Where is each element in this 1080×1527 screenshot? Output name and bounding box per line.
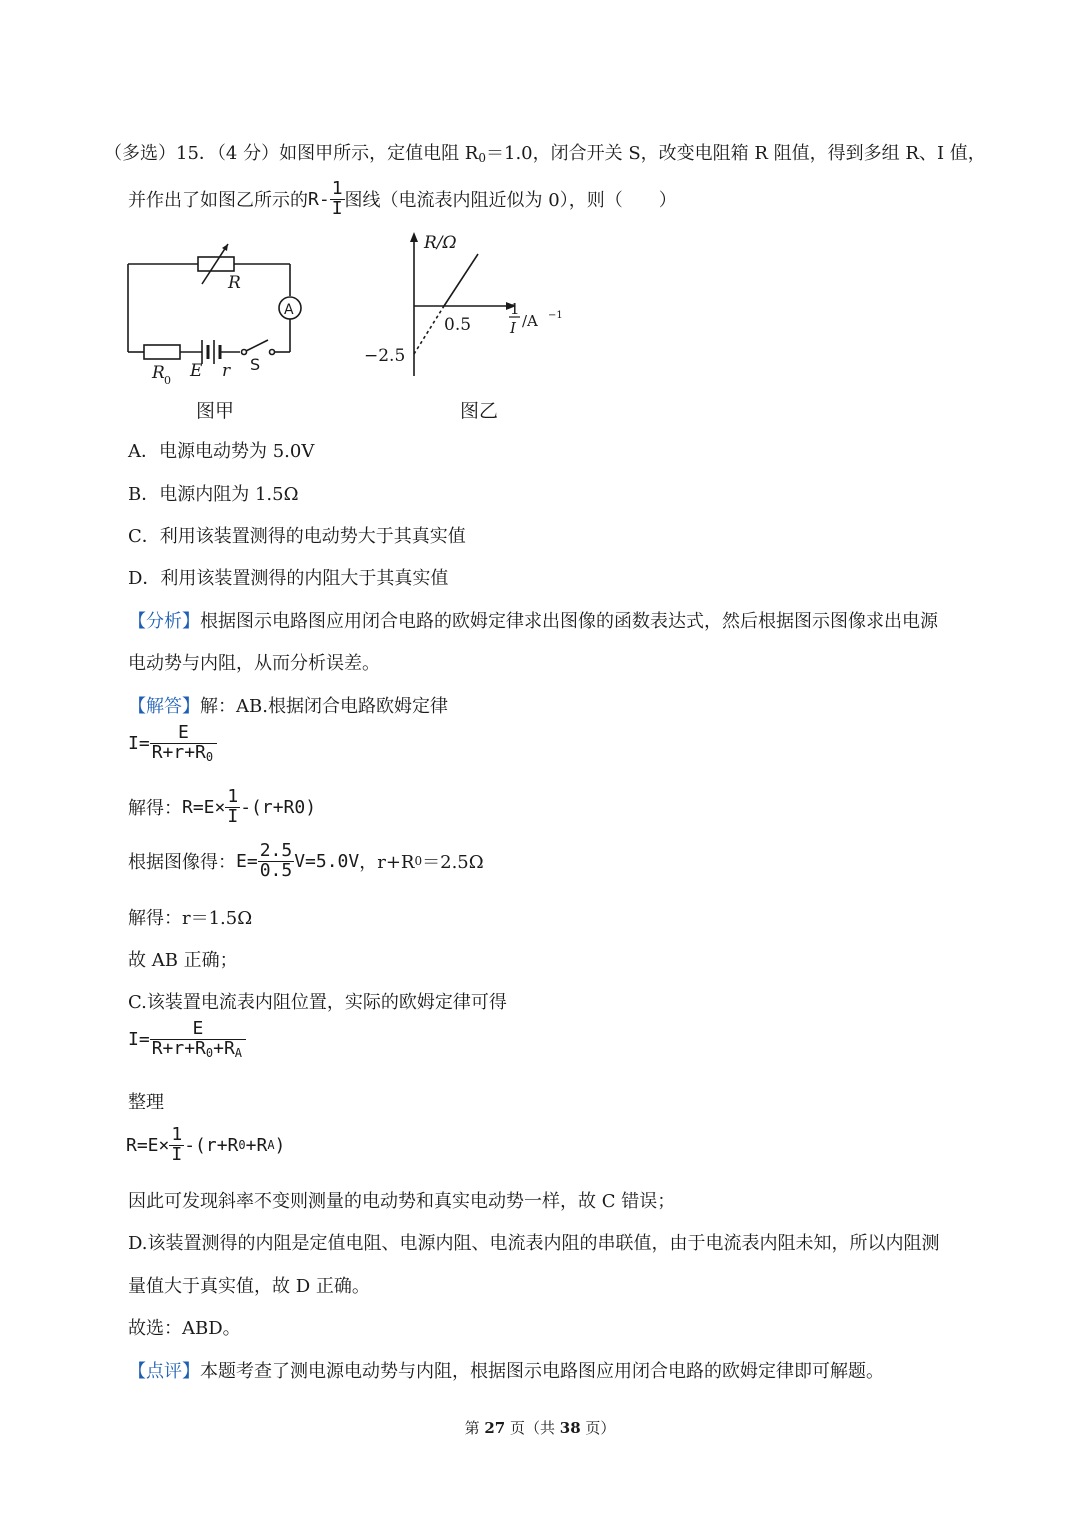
ammeter-label: A xyxy=(284,302,294,318)
c-conclusion: 因此可发现斜率不变则测量的电动势和真实电动势一样，故 C 错误； xyxy=(128,1191,676,1212)
figure-jia-caption: 图甲 xyxy=(196,400,235,422)
rheostat-resistor xyxy=(198,257,234,271)
extrapolated-line xyxy=(414,306,444,354)
equation-3: 根据图像得： E= $\frac{2.5}{0.5}$ V=5.0V ，r+R 0 ＝2.5Ω xyxy=(128,840,484,881)
total-page-count: 38 xyxy=(559,1419,581,1437)
equation-2: 解得： R=E× $\frac{1}{I}$ -(r+R 0 ) xyxy=(128,786,317,827)
option-c: C．利用该装置测得的电动势大于其真实值 xyxy=(128,526,466,547)
r-vs-inverse-current-graph xyxy=(360,228,590,388)
question-line-2: 并作出了如图乙所示的 R- $\frac{1}{I}$ 图线（电流表内阻近似为 0），则（ ） xyxy=(128,178,677,219)
fixed-resistor-r0 xyxy=(144,345,180,359)
equation-1: I= $\frac{E}{R+r+R_0}$ xyxy=(128,724,217,763)
analysis-tag: 【分析】 xyxy=(128,611,200,632)
r-result: 解得：r＝1.5Ω xyxy=(128,908,253,929)
comment-tag: 【点评】 xyxy=(128,1361,200,1382)
y-intercept-label: −2.5 xyxy=(364,346,406,366)
circuit-diagram xyxy=(118,228,318,398)
option-d: D．利用该装置测得的内阻大于其真实值 xyxy=(128,568,449,589)
current-page-number: 27 xyxy=(484,1419,506,1437)
comment-line: 【点评】本题考查了测电源电动势与内阻，根据图示电路图应用闭合电路的欧姆定律即可解题。 xyxy=(128,1361,884,1382)
analysis-line-1: 【分析】根据图示电路图应用闭合电路的欧姆定律求出图像的函数表达式，然后根据图示图像求出电源 xyxy=(128,611,938,632)
equation-5: R=E× $\frac{1}{I}$ -(r+R 0 +R A ) xyxy=(126,1124,286,1165)
analysis-line-2: 电动势与内阻，从而分析误差。 xyxy=(128,653,380,674)
emf-label: E xyxy=(190,361,203,381)
equation-4: I= $\frac{E}{R+r+R_0+R_A}$ xyxy=(128,1020,246,1059)
d-explanation-line-2: 量值大于真实值，故 D 正确。 xyxy=(128,1276,370,1297)
x-intercept-label: 0.5 xyxy=(444,315,472,335)
switch-label: S xyxy=(250,355,261,374)
data-line xyxy=(444,254,478,306)
option-b: B．电源内阻为 1.5Ω xyxy=(128,484,299,505)
ab-conclusion: 故 AB 正确； xyxy=(128,950,238,971)
x-axis-unit-sup: −1 xyxy=(548,310,563,321)
rheostat-label: R xyxy=(228,273,241,293)
page-footer: 第 27 页（共 38 页） xyxy=(464,1419,616,1437)
d-explanation-line-1: D.该装置测得的内阻是定值电阻、电源内阻、电流表内阻的串联值，由于电流表内阻未知，所以内阻测 xyxy=(128,1233,940,1254)
question-line-1: （多选）15．（4 分）如图甲所示，定值电阻 $R_0=1.0$，闭合开关 S，改变电阻箱 R 阻值，得到多组 R、I 值， xyxy=(104,143,986,165)
figure-yi-caption: 图乙 xyxy=(460,400,499,422)
x-axis-label-num: 1 xyxy=(510,300,520,318)
internal-r-label: r xyxy=(222,361,231,381)
r0-subscript: 0 xyxy=(164,374,171,387)
inverse-current-fraction: $\frac{1}{I}$ xyxy=(331,178,343,219)
final-choice: 故选：ABD。 xyxy=(128,1318,241,1339)
y-axis-arrow xyxy=(410,232,418,242)
r0-label: R xyxy=(152,363,165,383)
arrange-label: 整理 xyxy=(128,1092,164,1113)
option-a: A．电源电动势为 5.0V xyxy=(128,441,315,462)
y-axis-label: R/Ω xyxy=(424,233,457,253)
x-axis-label-den: I xyxy=(510,319,516,337)
answer-tag: 【解答】 xyxy=(128,696,200,717)
c-intro: C.该装置电流表内阻位置，实际的欧姆定律可得 xyxy=(128,992,507,1013)
answer-intro: 【解答】解：AB.根据闭合电路欧姆定律 xyxy=(128,696,448,717)
x-axis-unit: /A xyxy=(522,312,538,330)
